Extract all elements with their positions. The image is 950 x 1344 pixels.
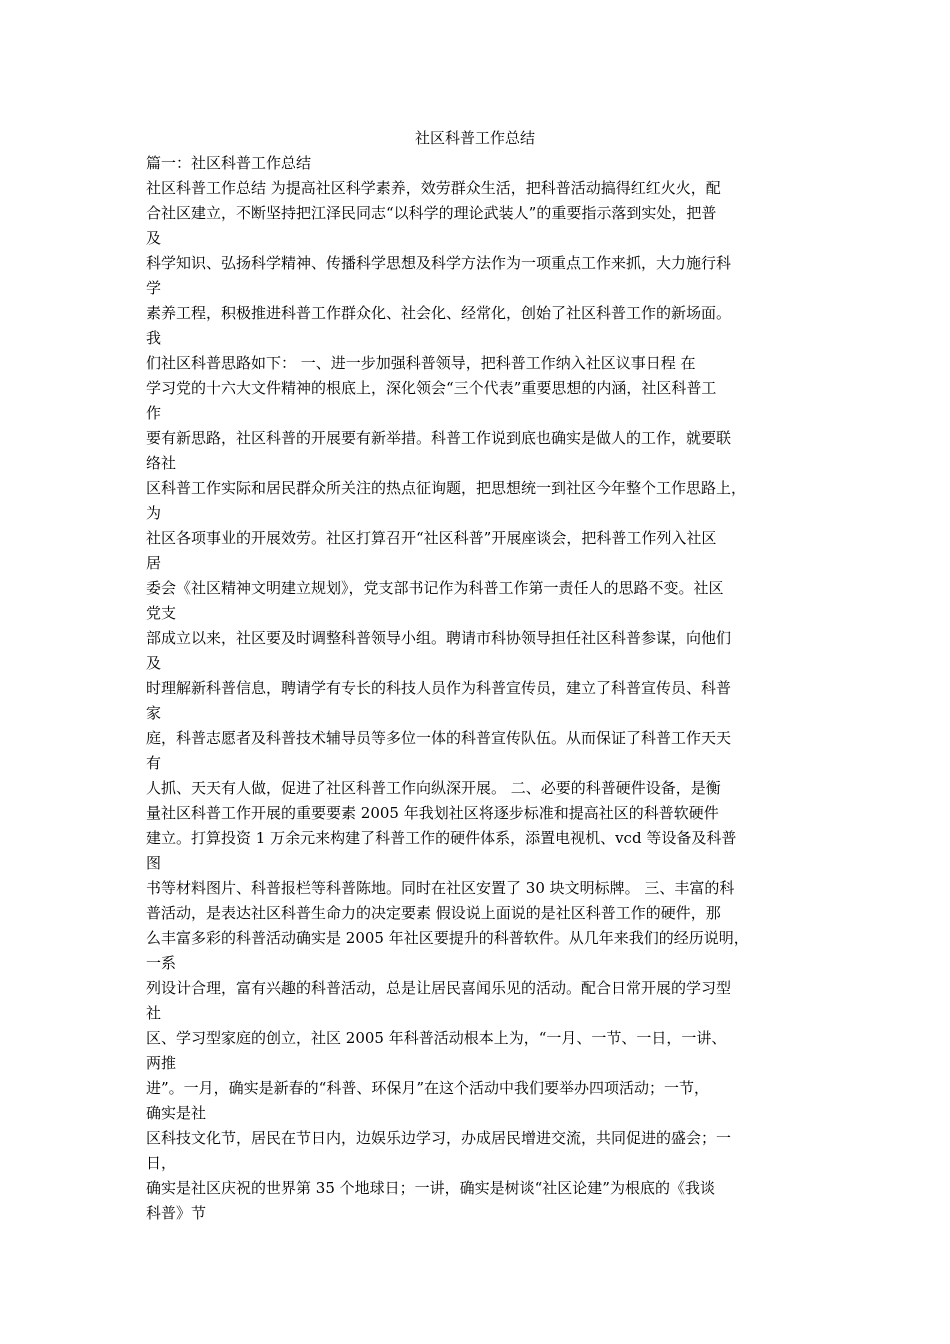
body-line: 量社区科普工作开展的重要要素 2005 年我划社区将逐步标准和提高社区的科普软硬件 (146, 804, 719, 822)
body-line: 学习党的十六大文件精神的根底上，深化领会“三个代表”重要思想的内涵，社区科普工 (146, 379, 717, 397)
body-line: 们社区科普思路如下： 一、进一步加强科普领导，把科普工作纳入社区议事日程 在 (146, 354, 696, 372)
body-line: 图 (146, 854, 162, 872)
body-line: 家 (146, 704, 162, 722)
body-line: 要有新思路，社区科普的开展要有新举措。科普工作说到底也确实是做人的工作，就要联 (146, 429, 732, 447)
body-line: 科普》节 (146, 1204, 207, 1222)
body-line: 区科普工作实际和居民群众所关注的热点征询题，把思想统一到社区今年整个工作思路上， (146, 479, 747, 497)
body-line: 列设计合理，富有兴趣的科普活动，总是让居民喜闻乐见的活动。配合日常开展的学习型 (146, 979, 732, 997)
body-line: 庭，科普志愿者及科普技术辅导员等多位一体的科普宣传队伍。从而保证了科普工作天天 (146, 729, 732, 747)
body-line: 为 (146, 504, 162, 522)
body-line: 委会《社区精神文明建立规划》，党支部书记作为科普工作第一责任人的思路不变。社区 (146, 579, 724, 597)
body-line: 普活动，是表达社区科普生命力的决定要素 假设说上面说的是社区科普工作的硬件，那 (146, 904, 721, 922)
body-line: 社 (146, 1004, 162, 1022)
body-line: 确实是社区庆祝的世界第 35 个地球日；一讲，确实是树谈“社区论建”为根底的《我谈 (146, 1179, 715, 1197)
body-line: 学 (146, 279, 162, 297)
body-line: 建立。打算投资 1 万余元来构建了科普工作的硬件体系，添置电视机、vcd 等设备及科普 (146, 829, 737, 847)
body-line: 书等材料图片、科普报栏等科普陈地。同时在社区安置了 30 块文明标牌。 三、丰富的科 (146, 879, 735, 897)
body-line: 及 (146, 654, 162, 672)
body-line: 我 (146, 329, 162, 347)
body-line: 居 (146, 554, 162, 572)
body-line: 络社 (146, 454, 177, 472)
body-line: 合社区建立，不断坚持把江泽民同志“以科学的理论武装人”的重要指示落到实处，把普 (146, 204, 717, 222)
body-line: 篇一：社区科普工作总结 (146, 154, 312, 172)
body-line: 社区科普工作总结 为提高社区科学素养，效劳群众生活，把科普活动搞得红红火火，配 (146, 179, 721, 197)
body-line: 及 (146, 229, 162, 247)
document-title: 社区科普工作总结 (414, 129, 535, 147)
body-line: 人抓、天天有人做，促进了社区科普工作向纵深开展。 二、必要的科普硬件设备，是衡 (146, 779, 721, 797)
body-line: 有 (146, 754, 162, 772)
body-line: 作 (146, 404, 162, 422)
body-line: 区科技文化节，居民在节日内，边娱乐边学习，办成居民增进交流，共同促进的盛会；一 (146, 1129, 732, 1147)
body-line: 两推 (146, 1054, 177, 1072)
body-line: 确实是社 (146, 1104, 207, 1122)
body-line: 党支 (146, 604, 177, 622)
body-line: 科学知识、弘扬科学精神、传播科学思想及科学方法作为一项重点工作来抓，大力施行科 (146, 254, 732, 272)
body-line: 区、学习型家庭的创立，社区 2005 年科普活动根本上为，“一月、一节、一日，一讲、 (146, 1029, 727, 1047)
body-line: 社区各项事业的开展效劳。社区打算召开“社区科普”开展座谈会，把科普工作列入社区 (146, 529, 717, 547)
body-line: 日， (146, 1154, 177, 1172)
body-line: 进”。一月，确实是新春的“科普、环保月”在这个活动中我们要举办四项活动；一节， (146, 1079, 710, 1097)
body-line: 一系 (146, 954, 177, 972)
body-line: 部成立以来，社区要及时调整科普领导小组。聘请市科协领导担任社区科普参谋，向他们 (146, 629, 732, 647)
body-line: 素养工程，积极推进科普工作群众化、社会化、经常化，创始了社区科普工作的新场面。 (146, 304, 732, 322)
body-line: 时理解新科普信息，聘请学有专长的科技人员作为科普宣传员，建立了科普宣传员、科普 (146, 679, 732, 697)
body-line: 么丰富多彩的科普活动确实是 2005 年社区要提升的科普软件。从几年来我们的经历说明， (146, 929, 749, 947)
